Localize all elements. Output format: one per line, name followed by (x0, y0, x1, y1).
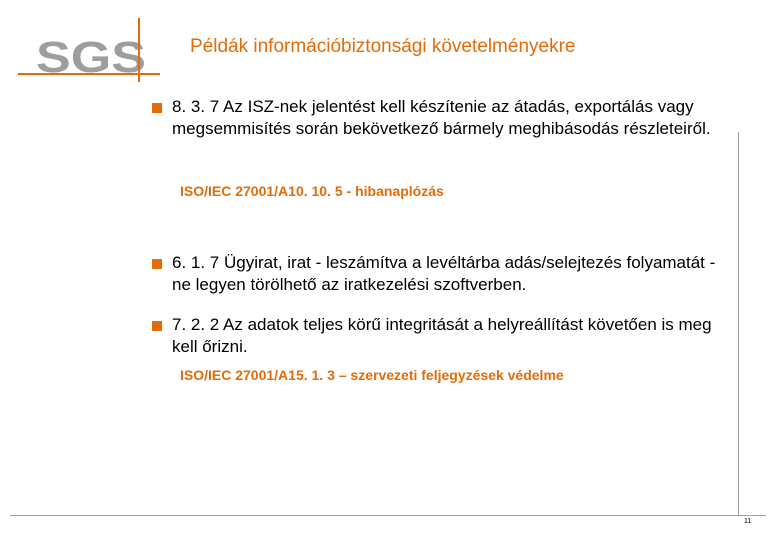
bullet-item (152, 252, 732, 296)
standard-reference: ISO/IEC 27001/A10. 10. 5 - hibanaplózás (180, 183, 444, 199)
bullet-item (152, 314, 732, 358)
slide-title: Példák információbiztonsági követelményekre (190, 36, 576, 57)
sgs-logo-text: SGS (36, 33, 146, 82)
square-bullet-icon (152, 321, 162, 331)
bullet-item (152, 96, 732, 140)
page-number: 11 (744, 518, 752, 525)
right-divider (738, 132, 739, 516)
square-bullet-icon (152, 103, 162, 113)
bullet-text: 8. 3. 7 Az ISZ-nek jelentést kell készítenie az átadás, exportálás vagy megsemmisítés során bekövetkező bármely meghibásodás részleteiről. (172, 97, 711, 138)
sgs-logo (14, 18, 164, 82)
standard-reference: ISO/IEC 27001/A15. 1. 3 – szervezeti feljegyzések védelme (180, 367, 564, 383)
bullet-text: 7. 2. 2 Az adatok teljes körű integritását a helyreállítást követően is meg kell őrizni. (172, 315, 712, 356)
bullet-text: 6. 1. 7 Ügyirat, irat - leszámítva a levéltárba adás/selejtezés folyamatát - ne legyen törölhető az iratkezelési szoftverben. (172, 253, 716, 294)
bottom-divider (10, 515, 766, 516)
square-bullet-icon (152, 259, 162, 269)
